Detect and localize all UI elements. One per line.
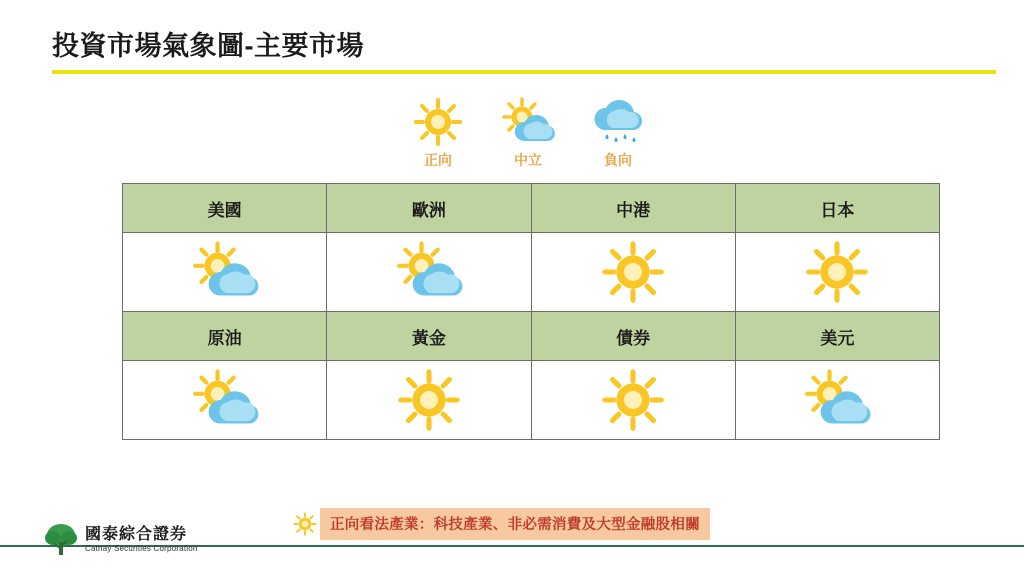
legend-item-negative	[576, 96, 660, 170]
page-title: 投資市場氣象圖-主要市場	[52, 31, 364, 61]
legend-label: 正向	[424, 152, 452, 168]
legend-label: 負向	[604, 152, 632, 168]
sun-behind-cloud-icon	[123, 233, 326, 311]
legend-item-neutral	[486, 96, 570, 170]
table-cell-outlook-icon	[123, 361, 327, 440]
sun-icon	[736, 233, 939, 311]
market-outlook-table	[122, 183, 940, 440]
table-cell-outlook-icon	[735, 233, 939, 312]
table-row	[123, 361, 940, 440]
table-row	[123, 233, 940, 312]
table-cell-market-name: 歐洲	[327, 184, 531, 233]
rain-cloud-icon	[588, 96, 648, 148]
table-cell-outlook-icon	[123, 233, 327, 312]
sun-icon	[532, 233, 735, 311]
sun-icon	[327, 361, 530, 439]
table-cell-market-name: 日本	[735, 184, 939, 233]
tree-logo-icon	[44, 522, 78, 558]
table-cell-outlook-icon	[327, 233, 531, 312]
legend-item-positive	[396, 96, 480, 170]
legend-label: 中立	[514, 152, 542, 168]
company-name-cn: 國泰綜合證券	[85, 525, 188, 543]
company-logo	[44, 522, 198, 558]
table-cell-outlook-icon	[735, 361, 939, 440]
sun-behind-cloud-icon	[123, 361, 326, 439]
sun-behind-cloud-icon	[736, 361, 939, 439]
table-cell-market-name: 債券	[531, 312, 735, 361]
footnote-text: 正向看法產業：科技產業、非必需消費及大型金融股相關	[320, 508, 710, 540]
sun-behind-cloud-icon	[327, 233, 530, 311]
sun-icon	[532, 361, 735, 439]
table-cell-market-name: 美國	[123, 184, 327, 233]
sun-icon	[411, 96, 465, 148]
company-name-en: Cathay Securities Corporation	[85, 543, 198, 553]
footnote	[290, 508, 710, 540]
table-cell-market-name: 黃金	[327, 312, 531, 361]
sun-icon	[290, 511, 320, 537]
table-cell-market-name: 中港	[531, 184, 735, 233]
table-cell-outlook-icon	[531, 361, 735, 440]
table-cell-market-name: 原油	[123, 312, 327, 361]
sun-behind-cloud-icon	[498, 96, 558, 148]
table-row	[123, 312, 940, 361]
table-row	[123, 184, 940, 233]
table-cell-outlook-icon	[531, 233, 735, 312]
legend	[396, 96, 660, 176]
table-cell-outlook-icon	[327, 361, 531, 440]
table-cell-market-name: 美元	[735, 312, 939, 361]
title-underline-rule	[52, 70, 996, 74]
